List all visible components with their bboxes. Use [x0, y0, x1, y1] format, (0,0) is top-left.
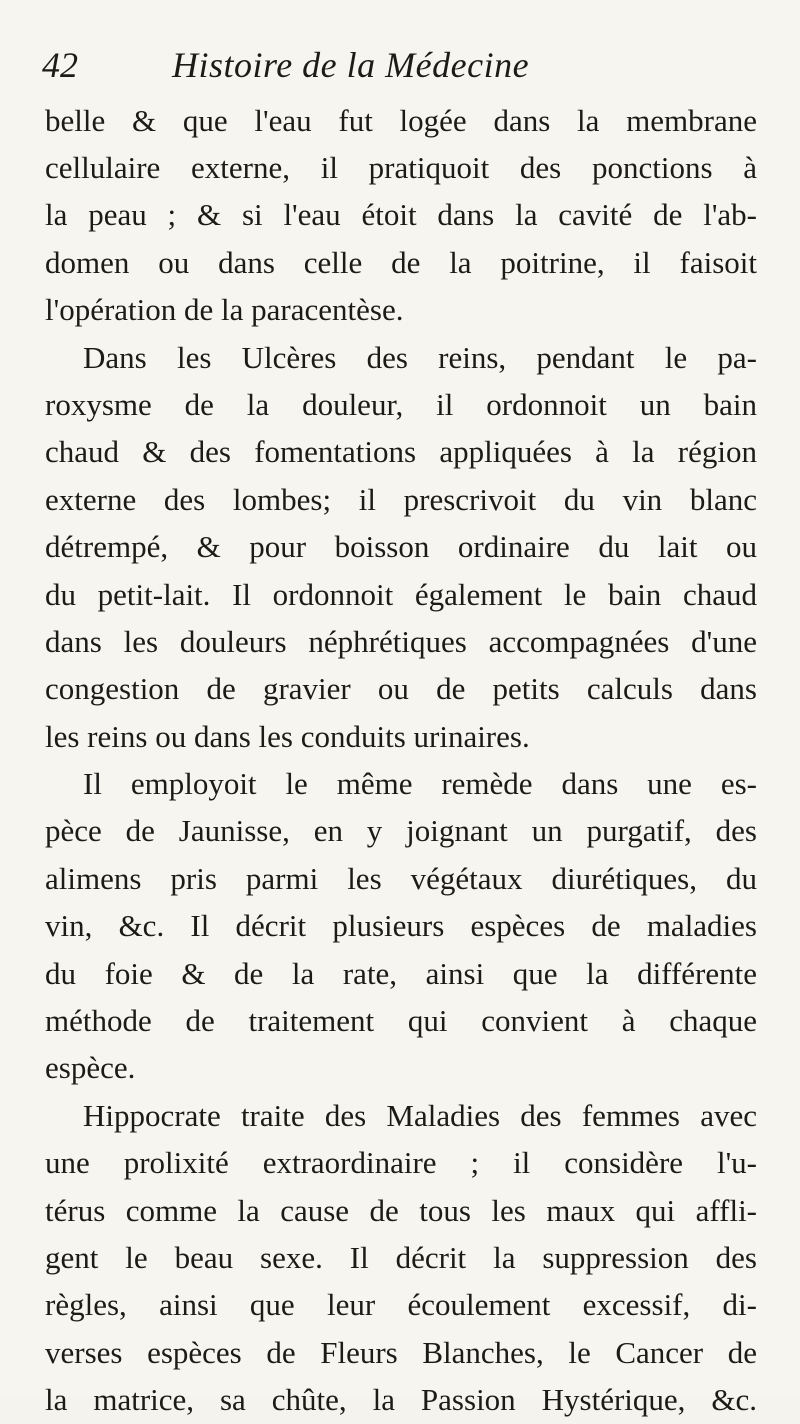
text-line: domen ou dans celle de la poitrine, il faisoit — [45, 244, 757, 280]
text-line: externe des lombes; il prescrivoit du vin blanc — [45, 481, 757, 517]
page-number: 42 — [42, 45, 78, 85]
text-line: du petit-lait. Il ordonnoit également le bain chaud — [45, 576, 757, 612]
text-line: congestion de gravier ou de petits calculs dans — [45, 671, 757, 707]
text-line: chaud & des fomentations appliquées à la région — [45, 434, 757, 470]
text-line: les reins ou dans les conduits urinaires. — [45, 718, 530, 754]
text-line: Hippocrate traite des Maladies des femmes avec — [83, 1097, 757, 1133]
text-line: dans les douleurs néphrétiques accompagnées d'une — [45, 623, 757, 659]
text-line: Il employoit le même remède dans une es- — [83, 766, 757, 802]
running-title: Histoire de la Médecine — [172, 45, 530, 85]
text-line: gent le beau sexe. Il décrit la suppression des — [45, 1239, 757, 1275]
text-line: verses espèces de Fleurs Blanches, le Cancer de — [45, 1334, 757, 1370]
text-line: roxysme de la douleur, il ordonnoit un bain — [45, 386, 757, 422]
text-line: pèce de Jaunisse, en y joignant un purgatif, des — [45, 813, 757, 849]
text-line: l'opération de la paracentèse. — [45, 292, 404, 328]
page-header — [40, 42, 760, 94]
text-line: détrempé, & pour boisson ordinaire du lait ou — [45, 529, 757, 565]
text-line: du foie & de la rate, ainsi que la différente — [45, 955, 757, 991]
text-line: espèce. — [45, 1050, 136, 1086]
text-line: méthode de traitement qui convient à chaque — [45, 1003, 757, 1039]
text-line: cellulaire externe, il pratiquoit des ponctions à — [45, 150, 757, 185]
body-text — [45, 98, 757, 1424]
text-line: alimens pris parmi les végétaux diurétiques, du — [45, 860, 757, 896]
text-line: la matrice, sa chûte, la Passion Hystérique, &c. — [45, 1382, 757, 1418]
text-line: Dans les Ulcères des reins, pendant le pa- — [83, 339, 757, 375]
text-line: belle & que l'eau fut logée dans la membrane — [45, 103, 757, 138]
text-line: térus comme la cause de tous les maux qui affli- — [45, 1192, 757, 1228]
text-line: la peau ; & si l'eau étoit dans la cavité de l'ab- — [45, 197, 757, 233]
text-line: vin, &c. Il décrit plusieurs espèces de maladies — [45, 908, 757, 944]
text-line: une prolixité extraordinaire ; il considère l'u- — [45, 1145, 757, 1181]
text-line: règles, ainsi que leur écoulement excessif, di- — [45, 1287, 757, 1323]
